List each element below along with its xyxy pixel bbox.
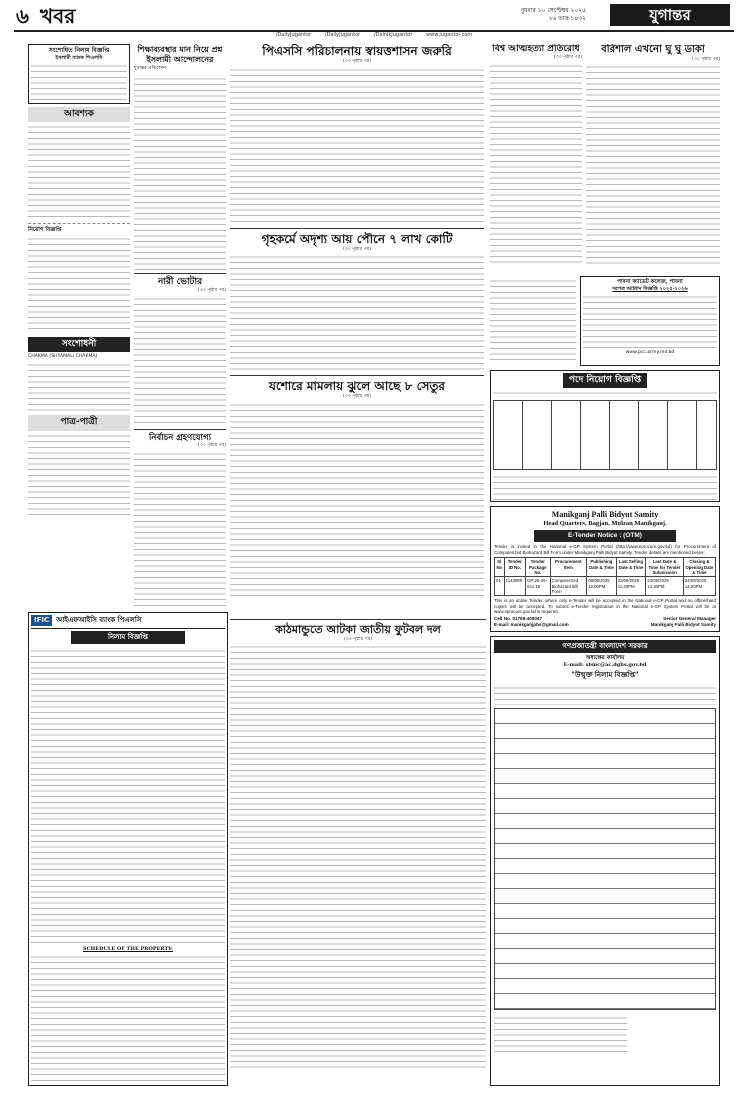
table-header: Last Date & Time for Tender Submission <box>646 558 684 577</box>
section-title: খবর <box>40 4 76 28</box>
newspaper-logo: যুগান্তর <box>610 4 730 26</box>
niyog-body <box>28 234 130 334</box>
auction-title: "উন্মুক্ত নিলাম বিজ্ঞপ্তি" <box>571 669 639 679</box>
ific-notice-title: নিলাম বিজ্ঞপ্তি <box>71 631 185 644</box>
recruitment-table <box>493 400 717 470</box>
songshodhoni-heading: সংশোধনী <box>28 337 130 352</box>
table-cell: 23/09/2025 13.30PM <box>646 577 684 596</box>
headline-psc: পিএসসি পরিচালনায় স্বায়ত্তশাসন জরুরি <box>262 44 452 58</box>
table-cell: 24/09/2025 14.00PM <box>683 577 715 596</box>
table-header: Procurement Item <box>550 558 587 577</box>
article-body <box>134 74 226 270</box>
cell-number: Cell No. 01769-400047 <box>494 615 543 621</box>
etender-footer: This is an online Tender, where only e-Tender will be accepted in the National e-GP Portal and no offline/hard copies will be accepted. To submit e-Tender registration in the National e-GP System Portal will be at www.eprocure.gov.bd is required. <box>494 598 716 615</box>
table-row <box>495 577 716 596</box>
page-number: ৬ <box>16 4 30 28</box>
continuation-label: (৩৩ পৃষ্ঠার পর) <box>342 246 372 252</box>
article-body <box>134 294 226 426</box>
continuation-label: (৩৩ পৃষ্ঠার পর) <box>691 56 720 62</box>
article-body <box>230 400 484 600</box>
news-football <box>230 616 486 1086</box>
news-column-2 <box>134 44 226 610</box>
table-header: Sl No <box>495 558 505 577</box>
news-column-4 <box>490 44 582 276</box>
auction-intro <box>494 683 716 705</box>
article-body <box>490 61 582 265</box>
patro-heading: পাত্র-পাত্রী <box>28 415 130 430</box>
table-header: Publishing Date & Time <box>587 558 617 577</box>
notice-subtitle: ইসলামী ব্যাংক পিএলসি <box>55 54 103 61</box>
songshodhoni-name: CHAKMA <box>28 354 48 360</box>
schedule-body <box>31 952 225 1082</box>
songshodhoni-text <box>28 360 130 412</box>
headline-suicide-prevention: বিশ্ব আত্মহত্যা প্রতিরোধ <box>492 44 580 54</box>
headline-football: কাঠমান্ডুতে আটকা জাতীয় ফুটবল দল <box>275 623 441 636</box>
etender-intro: Tender is invited in the National e-GP System Portal (http://www.eprocure.gov.bd) for Procurement of Computerized Biohazard Bill Form under Manikganj Palli Bidyut Samity. Tender details are mentioned below: <box>494 544 716 555</box>
table-header: Tender Package No. <box>526 558 551 577</box>
headline-election: নির্বাচন গ্রহণযোগ্য <box>148 432 212 443</box>
article-body <box>230 252 484 372</box>
table-cell: GR.25-26-041.16 <box>526 577 551 596</box>
ific-auction-notice <box>28 612 228 1086</box>
continuation-label: (৩৩ পৃষ্ঠার পর) <box>197 287 226 293</box>
article-body <box>490 276 576 364</box>
date-line: ২৬ ভাদ্র ১৪৩২ <box>548 14 586 22</box>
article-body <box>230 65 484 225</box>
govt-header: গণপ্রজাতন্ত্রী বাংলাদেশ সরকার <box>494 640 716 653</box>
byline: যুগান্তর প্রতিবেদন <box>134 66 166 71</box>
tender-body <box>583 292 717 350</box>
date-block <box>521 7 586 22</box>
table-header: Last Selling Date & Time <box>616 558 646 577</box>
table-cell: 08/09/2025 12.00PM <box>587 577 617 596</box>
facebook-link[interactable]: /DailyJugantor <box>275 32 312 38</box>
college-name: পাবনা ক্যাডেট কলেজ, পাবনা <box>617 279 683 285</box>
recruitment-notice <box>490 370 720 502</box>
signer-title: Senior General Manager <box>663 615 716 621</box>
pabna-tender-notice <box>580 276 720 366</box>
table-header: Tender ID No. <box>504 558 525 577</box>
continuation-label: (৩৩ পৃষ্ঠার পর) <box>343 636 373 642</box>
abashyak-heading: আবশ্যক <box>28 107 130 122</box>
article-body <box>230 642 486 1072</box>
tender-title: দরপত্র আহ্বান বিজ্ঞপ্তি ২০২৫-২০২৬ <box>612 285 688 292</box>
etender-contact-row <box>494 616 716 627</box>
headline-education: শিক্ষাব্যবস্থার মান নিয়ে প্রশ্ন ইসলামী আন্দোলনের <box>137 44 223 64</box>
ific-header <box>31 615 225 629</box>
website-link[interactable]: www.jugantor.com <box>426 32 473 38</box>
headline-barishal: বরিশাল এখনো ঘু ঘু ডাকা <box>601 44 705 55</box>
ific-notice-body <box>31 646 225 946</box>
office-name: অধ্যক্ষের কার্যালয় <box>585 654 625 661</box>
schedule-title: SCHEDULE OF THE PROPERTY: <box>83 945 173 952</box>
auction-notice-box <box>28 44 130 104</box>
recruitment-terms <box>493 472 717 500</box>
etender-table <box>494 557 716 596</box>
classifieds-column <box>28 44 130 614</box>
date-line: বুধবার ১০ সেপ্টেম্বর ২০২৫ <box>520 7 586 14</box>
org-address: Head Quarters, Bagjan, Mulzan Manikganj. <box>543 520 667 527</box>
continuation-label: (৩৩ পৃষ্ঠার পর) <box>197 443 226 449</box>
patro-body <box>28 431 130 519</box>
news-column-3 <box>230 44 484 610</box>
headline-housework: গৃহকর্মে অদৃশ্য আয় পৌনে ৭ লাখ কোটি <box>261 231 453 246</box>
auction-table <box>494 708 716 1010</box>
niyog-heading: নিয়োগ বিজ্ঞপ্তি <box>28 227 62 233</box>
recruitment-title: পদে নিয়োগ বিজ্ঞপ্তি <box>563 373 647 388</box>
etender-title: E-Tender Notice : (OTM) <box>534 530 676 542</box>
office-email[interactable]: E-mail: sbmc@ac.dghs.gov.bd <box>563 661 647 668</box>
article-body <box>586 62 720 268</box>
ific-logo: IFIC <box>31 615 52 626</box>
table-cell: Computerized Biohazard Bill Form <box>550 577 587 596</box>
notice-body <box>31 61 127 101</box>
headline-jessore-bridges: যশোরে মামলায় ঝুলে আছে ৮ সেতুর <box>268 379 446 394</box>
signature-block <box>494 1013 627 1053</box>
ific-name: আইএফআইসি ব্যাংক পিএলসি <box>56 616 142 624</box>
article-body <box>134 449 226 609</box>
table-cell: 01 <box>495 577 505 596</box>
songshodhoni-name: (SHYAMALI CHAKMA) <box>49 354 98 360</box>
recruitment-intro <box>493 388 717 398</box>
abashyak-body <box>28 122 130 220</box>
headline-women-voters: নারী ভোটার <box>157 276 203 287</box>
continuation-label: (৩৩ পৃষ্ঠার পর) <box>342 394 372 400</box>
continuation-label: (৩৩ পৃষ্ঠার পর) <box>553 55 582 61</box>
table-header: Closing & Opening Date & Time <box>683 558 715 577</box>
news-column-5 <box>586 44 720 276</box>
instagram-link[interactable]: /DainikJugantor <box>373 32 413 38</box>
manikganj-etender-notice <box>490 506 720 632</box>
article-continuation <box>490 276 576 366</box>
signer-org: Manikganj Palli Bidyut Samity <box>650 621 716 627</box>
org-name: Manikganj Palli Bidyut Samity <box>551 510 659 519</box>
table-header-row <box>495 558 716 577</box>
table-cell: 23/09/2025 11.30PM <box>616 577 646 596</box>
table-cell: 1143089 <box>504 577 525 596</box>
govt-auction-notice <box>490 636 720 1086</box>
continuation-label: (৩৩ পৃষ্ঠার পর) <box>342 59 372 64</box>
social-links <box>14 32 734 42</box>
twitter-link[interactable]: /DailyJugantor <box>324 32 361 38</box>
college-website[interactable]: www.pcc.army.mil.bd <box>625 350 675 356</box>
email-address[interactable]: E-mail: manikganjpbs@gmail.com <box>494 621 569 627</box>
notice-title: সংশোধিত নিলাম বিজ্ঞপ্তি <box>48 47 110 54</box>
masthead <box>14 4 734 32</box>
